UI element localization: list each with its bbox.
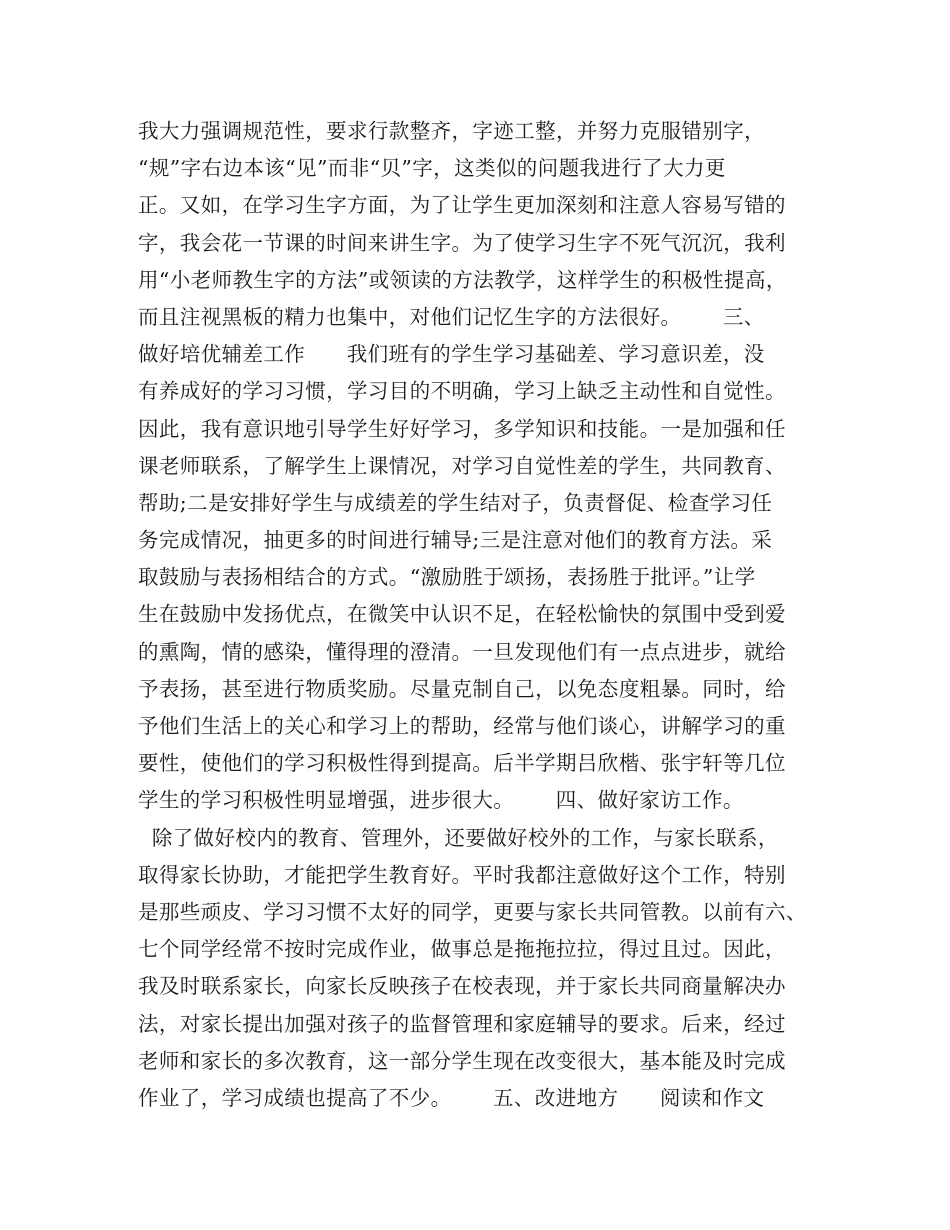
text-line: 我大力强调规范性，要求行款整齐，字迹工整，并努力克服错别字， [138, 119, 765, 143]
text-line: 法，对家长提出加强对孩子的监督管理和家庭辅导的要求。后来，经过 [138, 1011, 786, 1036]
text-line: 务完成情况，抽更多的时间进行辅导;三是注意对他们的教育方法。采 [138, 528, 773, 553]
text-line: 做好培优辅差工作 我们班有的学生学习基础差、学习意识差，没 [138, 342, 765, 367]
text-line: 正。又如，在学习生字方面，为了让学生更加深刻和注意人容易写错的 [138, 193, 786, 218]
text-line: “规”字右边本该“见”而非“贝”字，这类似的问题我进行了大力更 [138, 156, 726, 181]
text-line: 帮助;二是安排好学生与成绩差的学生结对子，负责督促、检查学习任 [138, 490, 773, 515]
text-line: 七个同学经常不按时完成作业，做事总是拖拖拉拉，得过且过。因此， [138, 937, 786, 962]
text-line: 取鼓励与表扬相结合的方式。“激励胜于颂扬，表扬胜于批评。”让学 [138, 565, 756, 590]
text-line: 因此，我有意识地引导学生好好学习，多学知识和技能。一是加强和任 [138, 416, 786, 441]
text-line: 的熏陶，情的感染，懂得理的澄清。一旦发现他们有一点点进步，就给 [138, 639, 786, 664]
text-line: 而且注视黑板的精力也集中，对他们记忆生字的方法很好。 三、 [138, 304, 765, 329]
text-line: 有养成好的学习习惯，学习目的不明确，学习上缺乏主动性和自觉性。 [138, 379, 786, 404]
text-line: 课老师联系，了解学生上课情况，对学习自觉性差的学生，共同教育、 [138, 453, 786, 478]
text-line: 除了做好校内的教育、管理外，还要做好校外的工作，与家长联系， [138, 825, 779, 850]
text-line: 字，我会花一节课的时间来讲生字。为了使学习生字不死气沉沉，我利 [138, 230, 786, 255]
text-line: 是那些顽皮、学习习惯不太好的同学，更要与家长共同管教。以前有六、 [138, 899, 807, 924]
text-line: 我及时联系家长，向家长反映孩子在校表现，并于家长共同商量解决办 [138, 974, 786, 999]
text-line: 学生的学习积极性明显增强，进步很大。 四、做好家访工作。 [138, 788, 744, 813]
text-line: 取得家长协助，才能把学生教育好。平时我都注意做好这个工作，特别 [138, 862, 786, 887]
text-line: 予表扬，甚至进行物质奖励。尽量克制自己，以免态度粗暴。同时，给 [138, 676, 786, 701]
text-line: 用“小老师教生字的方法”或领读的方法教学，这样学生的积极性提高， [138, 267, 787, 292]
text-line: 老师和家长的多次教育，这一部分学生现在改变很大，基本能及时完成 [138, 1048, 786, 1073]
text-line: 要性，使他们的学习积极性得到提高。后半学期吕欣楷、张宇轩等几位 [138, 751, 786, 776]
text-line: 作业了，学习成绩也提高了不少。 五、改进地方 阅读和作文 [138, 1085, 765, 1110]
body-text [138, 113, 838, 1117]
text-line: 生在鼓励中发扬优点，在微笑中认识不足，在轻松愉快的氛围中受到爱 [138, 602, 786, 627]
text-line: 予他们生活上的关心和学习上的帮助，经常与他们谈心，讲解学习的重 [138, 714, 786, 738]
